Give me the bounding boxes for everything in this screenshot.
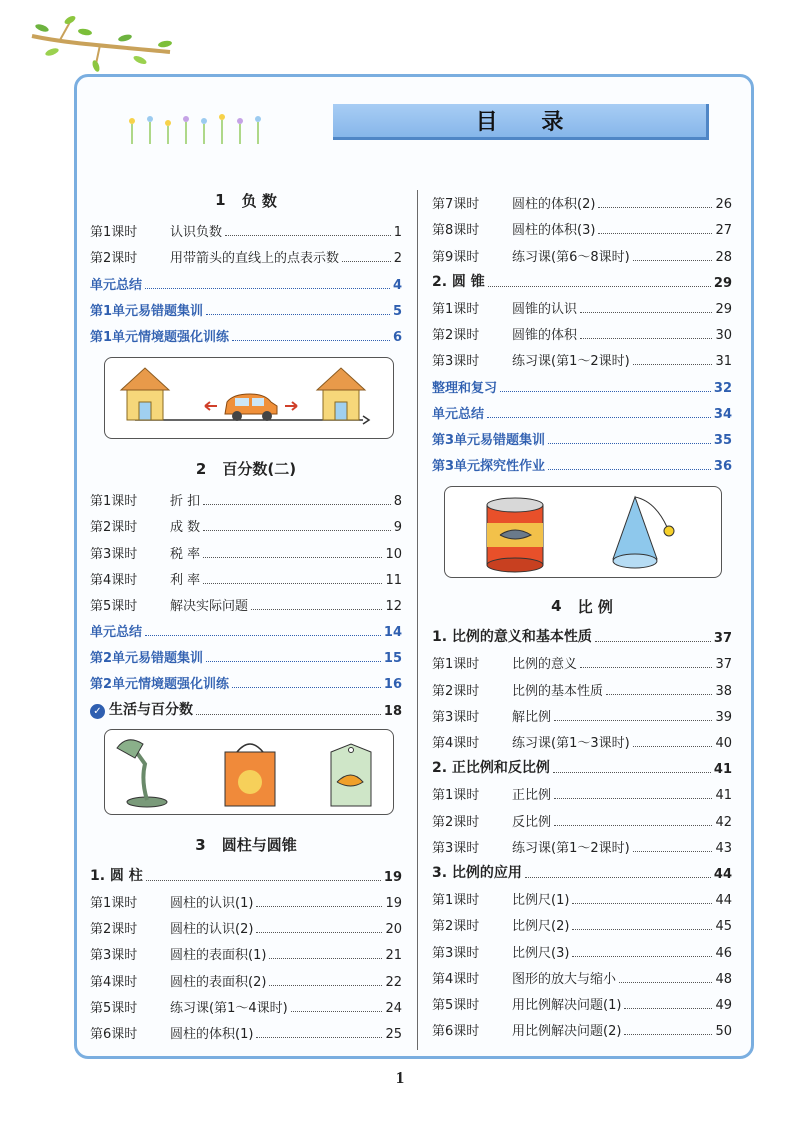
lesson-label: 第4课时: [90, 974, 138, 990]
entry-title: 3. 比例的应用: [432, 864, 522, 881]
lesson-label: 第1课时: [90, 225, 138, 241]
lesson-label: 第3课时: [90, 948, 138, 964]
leader-dots: [256, 932, 382, 933]
leader-dots: [598, 207, 712, 208]
page-number: 28: [715, 249, 732, 265]
entry-title: 单元总结: [432, 406, 485, 422]
leader-dots: [256, 906, 382, 907]
toc-row[interactable]: [90, 240, 402, 266]
entry-title: 税 率: [170, 546, 201, 562]
entry-title: 单元总结: [90, 625, 143, 641]
page-title: 目 录: [475, 110, 582, 135]
leader-dots: [232, 340, 390, 341]
page-number: 46: [715, 945, 732, 961]
leader-dots: [619, 982, 712, 983]
leader-dots: [606, 694, 712, 695]
leader-dots: [525, 877, 711, 878]
leader-dots: [196, 714, 381, 715]
leader-dots: [206, 661, 381, 662]
house-icon: [121, 368, 169, 420]
leader-dots: [251, 609, 382, 610]
lesson-label: 第1课时: [432, 788, 480, 804]
leader-dots: [595, 641, 711, 642]
page-number: 19: [385, 896, 402, 911]
page-number: 29: [713, 275, 732, 291]
unit-title: 圆柱与圆锥: [221, 836, 297, 855]
toc-row[interactable]: [432, 777, 732, 803]
leader-dots: [548, 443, 711, 444]
toc-row[interactable]: [90, 214, 402, 240]
toc-row[interactable]: [432, 646, 732, 672]
page-number: 4: [392, 277, 402, 293]
toc-row[interactable]: [432, 186, 732, 212]
right-column: [432, 186, 732, 1039]
leader-dots: [225, 235, 391, 236]
entry-title: 第2单元情境题强化训练: [90, 677, 230, 693]
toc-row-scenario-practice[interactable]: [90, 319, 402, 345]
toc-row[interactable]: [432, 830, 732, 856]
leader-dots: [291, 1011, 383, 1012]
entry-title: 练习课(第1～2课时): [512, 840, 630, 856]
leader-dots: [256, 1037, 382, 1038]
lesson-label: 第1课时: [432, 893, 480, 909]
toc-row[interactable]: [432, 934, 732, 960]
entry-title: 比例的意义: [512, 657, 578, 673]
unit-3-heading: [90, 831, 402, 859]
toc-row[interactable]: [432, 803, 732, 829]
page-number: 31: [715, 354, 732, 370]
toc-row-summary[interactable]: [90, 266, 402, 292]
toc-row-section[interactable]: [432, 265, 732, 291]
toc-row[interactable]: [432, 987, 732, 1013]
lesson-label: 第2课时: [432, 814, 480, 830]
toc-row[interactable]: [90, 937, 402, 963]
leader-dots: [554, 720, 712, 721]
price-tag-icon: [331, 744, 371, 806]
entry-title: 第3单元探究性作业: [432, 459, 546, 475]
lesson-label: 第2课时: [432, 328, 480, 344]
toc-row-section[interactable]: [432, 751, 732, 777]
entry-title: 正比例: [512, 788, 552, 804]
entry-title: 整理和复习: [432, 380, 498, 396]
entry-title: 成 数: [170, 520, 201, 536]
toc-row-scenario-practice[interactable]: [90, 666, 402, 692]
lesson-label: 第3课时: [432, 354, 480, 370]
toc-row[interactable]: [432, 317, 732, 343]
lesson-label: 第2课时: [90, 251, 138, 267]
lesson-label: 第7课时: [432, 197, 480, 213]
entry-title: 生活与百分数: [109, 701, 193, 718]
toc-row-error-practice[interactable]: [432, 422, 732, 448]
leader-dots: [146, 880, 381, 881]
leader-dots: [206, 314, 390, 315]
leader-dots: [145, 635, 381, 636]
leader-dots: [269, 958, 382, 959]
toc-row[interactable]: [90, 588, 402, 614]
page-number: 43: [715, 840, 732, 856]
page-number: 37: [715, 657, 732, 673]
entry-title: 用比例解决问题(2): [512, 1024, 622, 1040]
entry-title: 圆柱的体积(3): [512, 223, 596, 239]
lesson-label: 第6课时: [432, 1024, 480, 1040]
page-number: 34: [713, 406, 732, 422]
leader-dots: [572, 903, 712, 904]
entry-title: 第2单元易错题集训: [90, 651, 204, 667]
page-number: 32: [713, 380, 732, 396]
toc-row-error-practice[interactable]: [90, 640, 402, 666]
entry-title: 解决实际问题: [170, 598, 249, 614]
toc-row-special-topic[interactable]: [90, 692, 402, 718]
leader-dots: [580, 312, 712, 313]
entry-title: 第1单元情境题强化训练: [90, 329, 230, 345]
entry-title: 练习课(第1～4课时): [170, 1000, 288, 1016]
unit-2-illustration: [104, 729, 394, 815]
lesson-label: 第2课时: [90, 520, 138, 536]
toc-row-summary[interactable]: [90, 614, 402, 640]
leader-dots: [554, 825, 712, 826]
unit-number: 3: [195, 835, 206, 854]
leader-dots: [633, 851, 713, 852]
houses-car-illustration: [105, 358, 391, 438]
leader-dots: [145, 288, 390, 289]
entry-title: 练习课(第1～3课时): [512, 736, 630, 751]
can-cone-illustration: [445, 487, 721, 577]
toc-row[interactable]: [90, 509, 402, 535]
entry-title: 2. 圆 锥: [432, 273, 485, 290]
page-number: 11: [385, 572, 402, 588]
lesson-label: 第9课时: [432, 249, 480, 265]
lesson-label: 第4课时: [432, 971, 480, 987]
entry-title: 第1单元易错题集训: [90, 303, 204, 319]
page-number: 5: [392, 303, 402, 319]
leader-dots: [342, 261, 391, 262]
left-column: [90, 186, 402, 1042]
leader-dots: [580, 338, 712, 339]
page-number: 1: [393, 225, 402, 241]
lesson-label: 第1课时: [432, 301, 480, 317]
page-number: 24: [385, 1000, 402, 1016]
entry-title: 折 扣: [170, 494, 201, 510]
page-number: 22: [385, 974, 402, 990]
leader-dots: [203, 504, 391, 505]
unit-1-heading: [90, 186, 402, 214]
page-number: 12: [385, 598, 402, 614]
entry-title: 圆柱的表面积(1): [170, 948, 267, 964]
unit-4-heading: [432, 592, 732, 620]
entry-title: 圆柱的体积(2): [512, 197, 596, 213]
toc-row[interactable]: [432, 725, 732, 751]
unit-title: 百分数(二): [222, 460, 297, 479]
lesson-label: 第2课时: [432, 683, 480, 699]
page-number: 50: [715, 1024, 732, 1040]
page-number: 21: [385, 948, 402, 964]
unit-1-illustration: [104, 357, 394, 439]
page-number: 39: [715, 709, 732, 725]
toc-row[interactable]: [432, 908, 732, 934]
page-number: 26: [715, 197, 732, 213]
toc-row[interactable]: [90, 990, 402, 1016]
toc-title-banner: [333, 104, 709, 140]
toc-row[interactable]: [432, 212, 732, 238]
page-number: 48: [715, 971, 732, 987]
gift-bag-icon: [225, 744, 275, 806]
leader-dots: [232, 687, 381, 688]
unit-3-illustration: [444, 486, 722, 578]
page-number: 27: [715, 223, 732, 239]
desk-lamp-icon: [117, 739, 167, 806]
leader-dots: [203, 557, 382, 558]
page-number: 41: [715, 788, 732, 804]
column-divider: [417, 190, 418, 1050]
leader-dots: [598, 233, 712, 234]
entry-title: 圆柱的表面积(2): [170, 974, 267, 990]
unit-number: 4: [551, 597, 562, 616]
entry-title: 1. 比例的意义和基本性质: [432, 629, 592, 646]
lesson-label: 第8课时: [432, 223, 480, 239]
lesson-label: 第4课时: [90, 572, 138, 588]
leader-dots: [633, 364, 713, 365]
page-number: 41: [713, 762, 732, 778]
entry-title: 练习课(第6～8课时): [512, 249, 630, 265]
entry-title: 比例尺(3): [512, 945, 570, 961]
entry-title: 单元总结: [90, 277, 143, 293]
page-number: 9: [393, 520, 402, 536]
page-number: 2: [393, 251, 402, 267]
leader-dots: [554, 798, 712, 799]
leader-dots: [203, 530, 391, 531]
page-number: 10: [385, 546, 402, 562]
entry-title: 第3单元易错题集训: [432, 432, 546, 448]
page-number: 16: [383, 677, 402, 693]
entry-title: 圆锥的认识: [512, 301, 578, 317]
page-number: 40: [715, 736, 732, 751]
toc-row[interactable]: [432, 882, 732, 908]
page-number: 29: [715, 301, 732, 317]
toc-row[interactable]: [90, 885, 402, 911]
toc-row[interactable]: [432, 238, 732, 264]
leader-dots: [553, 772, 711, 773]
page-number: 25: [385, 1026, 402, 1042]
entry-title: 1. 圆 柱: [90, 867, 143, 884]
lesson-label: 第6课时: [90, 1026, 138, 1042]
page-number: 15: [383, 651, 402, 667]
lesson-label: 第3课时: [90, 546, 138, 562]
entry-title: 圆柱的认识(2): [170, 922, 254, 938]
entry-title: 认识负数: [170, 225, 223, 241]
leader-dots: [580, 667, 712, 668]
page-number: 14: [383, 625, 402, 641]
leader-dots: [487, 417, 711, 418]
branch-decoration: [30, 8, 180, 78]
entry-title: 练习课(第1～2课时): [512, 354, 630, 370]
entry-title: 圆柱的认识(1): [170, 896, 254, 911]
toc-row-error-practice[interactable]: [90, 293, 402, 319]
toc-row[interactable]: [90, 963, 402, 989]
entry-title: 图形的放大与缩小: [512, 971, 617, 987]
leader-dots: [624, 1034, 712, 1035]
entry-title: 用比例解决问题(1): [512, 997, 622, 1013]
car-icon: [225, 394, 277, 421]
entry-title: 圆锥的体积: [512, 328, 578, 344]
toc-row-review[interactable]: [432, 369, 732, 395]
leader-dots: [624, 1008, 712, 1009]
cylinder-can-icon: [487, 498, 543, 572]
leader-dots: [572, 956, 712, 957]
entry-title: 2. 正比例和反比例: [432, 760, 550, 777]
unit-title: 负 数: [241, 191, 277, 210]
leader-dots: [488, 286, 711, 287]
unit-number: 1: [215, 191, 226, 209]
toc-row[interactable]: [90, 562, 402, 588]
unit-2-heading: [90, 455, 402, 483]
toc-row[interactable]: [90, 483, 402, 509]
page-number: 19: [383, 869, 402, 885]
leader-dots: [548, 469, 711, 470]
unit-number: 2: [195, 459, 207, 478]
check-circle-icon: ✓: [90, 704, 105, 719]
page-number: 44: [715, 893, 732, 909]
lesson-label: 第5课时: [90, 598, 138, 614]
toc-row-section[interactable]: [90, 859, 402, 885]
page-number: 20: [385, 922, 402, 938]
entry-title: 圆柱的体积(1): [170, 1026, 254, 1042]
toc-row[interactable]: [432, 1013, 732, 1039]
flowers-decoration: [122, 110, 272, 146]
lesson-label: 第1课时: [90, 494, 138, 510]
toc-row[interactable]: [432, 343, 732, 369]
leader-dots: [500, 391, 711, 392]
toc-row-summary[interactable]: [432, 396, 732, 422]
entry-title: 比例尺(2): [512, 919, 570, 935]
lesson-label: 第1课时: [90, 896, 138, 911]
page-number: 18: [383, 703, 402, 719]
toc-row[interactable]: [90, 1016, 402, 1042]
page-footer-number: 1: [395, 1068, 405, 1087]
page-number: 42: [715, 814, 732, 830]
entry-title: 比例尺(1): [512, 893, 570, 909]
toc-row[interactable]: [432, 699, 732, 725]
toc-row[interactable]: [432, 291, 732, 317]
page-number: 45: [715, 919, 732, 935]
page-number: 8: [393, 494, 402, 510]
page-number: 38: [715, 683, 732, 699]
entry-title: 比例的基本性质: [512, 683, 604, 699]
house-icon: [317, 368, 365, 420]
lesson-label: 第3课时: [432, 945, 480, 961]
unit-title: 比 例: [577, 597, 613, 616]
leader-dots: [269, 985, 382, 986]
toc-row[interactable]: [432, 961, 732, 987]
lesson-label: 第2课时: [432, 919, 480, 935]
page-number: 30: [715, 328, 732, 344]
leader-dots: [572, 929, 712, 930]
lamp-bag-tag-illustration: [105, 730, 391, 814]
page-number: 44: [713, 866, 732, 882]
page-number: 36: [713, 459, 732, 475]
toc-row[interactable]: [432, 672, 732, 698]
leader-dots: [633, 260, 713, 261]
lesson-label: 第2课时: [90, 922, 138, 938]
toc-row[interactable]: [90, 535, 402, 561]
entry-title: 利 率: [170, 572, 201, 588]
leader-dots: [203, 583, 382, 584]
lesson-label: 第3课时: [432, 840, 480, 856]
lesson-label: 第4课时: [432, 736, 480, 751]
lesson-label: 第5课时: [432, 997, 480, 1013]
lesson-label: 第3课时: [432, 709, 480, 725]
lesson-label: 第5课时: [90, 1000, 138, 1016]
entry-title: 反比例: [512, 814, 552, 830]
page-number: 35: [713, 432, 732, 448]
toc-row-section[interactable]: [432, 620, 732, 646]
toc-row-inquiry-homework[interactable]: [432, 448, 732, 474]
entry-title: 解比例: [512, 709, 552, 725]
toc-row[interactable]: [90, 911, 402, 937]
cone-icon: [613, 497, 674, 568]
leader-dots: [633, 746, 713, 747]
entry-title: 用带箭头的直线上的点表示数: [170, 251, 340, 267]
lesson-label: 第1课时: [432, 657, 480, 673]
page-number: 37: [713, 631, 732, 647]
page-number: 49: [715, 997, 732, 1013]
toc-row-section[interactable]: [432, 856, 732, 882]
page-number: 6: [392, 329, 402, 345]
